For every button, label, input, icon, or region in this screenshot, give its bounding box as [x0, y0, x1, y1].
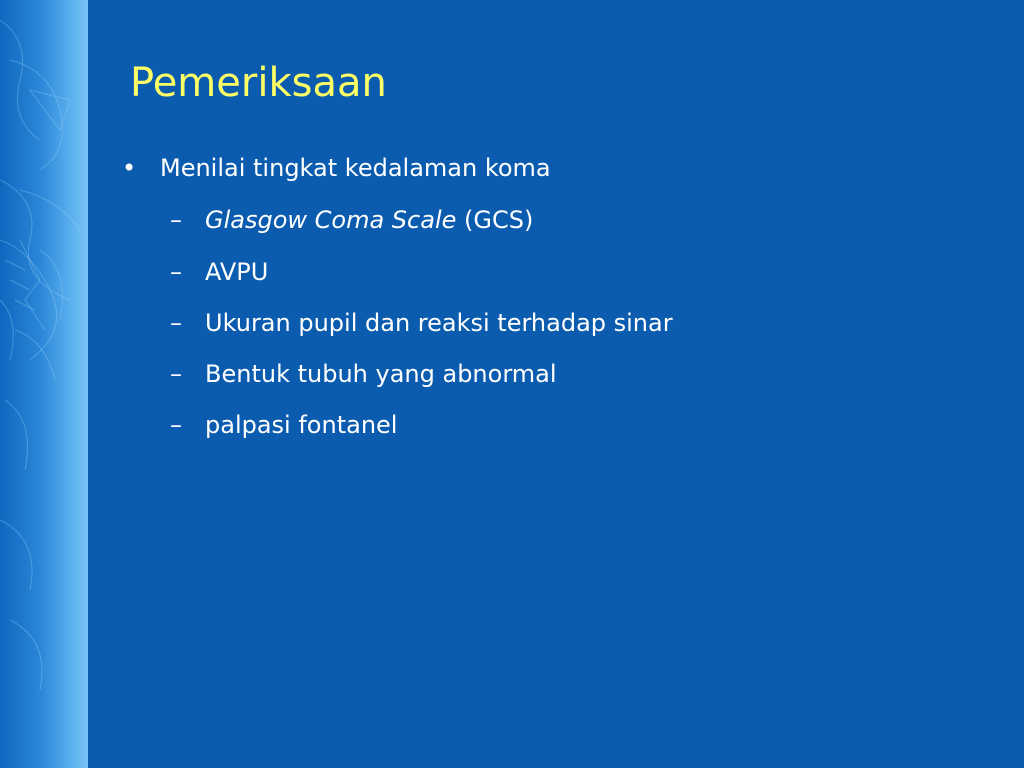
dash-marker: – [170, 206, 182, 234]
dash-marker: – [170, 309, 182, 337]
sub-item-text: Bentuk tubuh yang abnormal [205, 360, 557, 388]
sub-item-text: palpasi fontanel [205, 411, 398, 439]
dash-marker: – [170, 258, 182, 286]
dash-marker: – [170, 411, 182, 439]
sub-item-italic-text: Glasgow Coma Scale [205, 206, 457, 234]
decorative-side-band [0, 0, 88, 768]
sub-item-text: Ukuran pupil dan reaksi terhadap sinar [205, 309, 673, 337]
bullet-marker: • [122, 154, 137, 182]
dash-marker: – [170, 360, 182, 388]
slide-title: Pemeriksaan [130, 60, 387, 106]
sub-item-text [205, 204, 533, 236]
sub-item-plain-text: (GCS) [456, 206, 534, 234]
bullet-text: Menilai tingkat kedalaman koma [160, 154, 551, 182]
sub-item-text: AVPU [205, 258, 269, 286]
line-art-illustration [0, 0, 88, 768]
